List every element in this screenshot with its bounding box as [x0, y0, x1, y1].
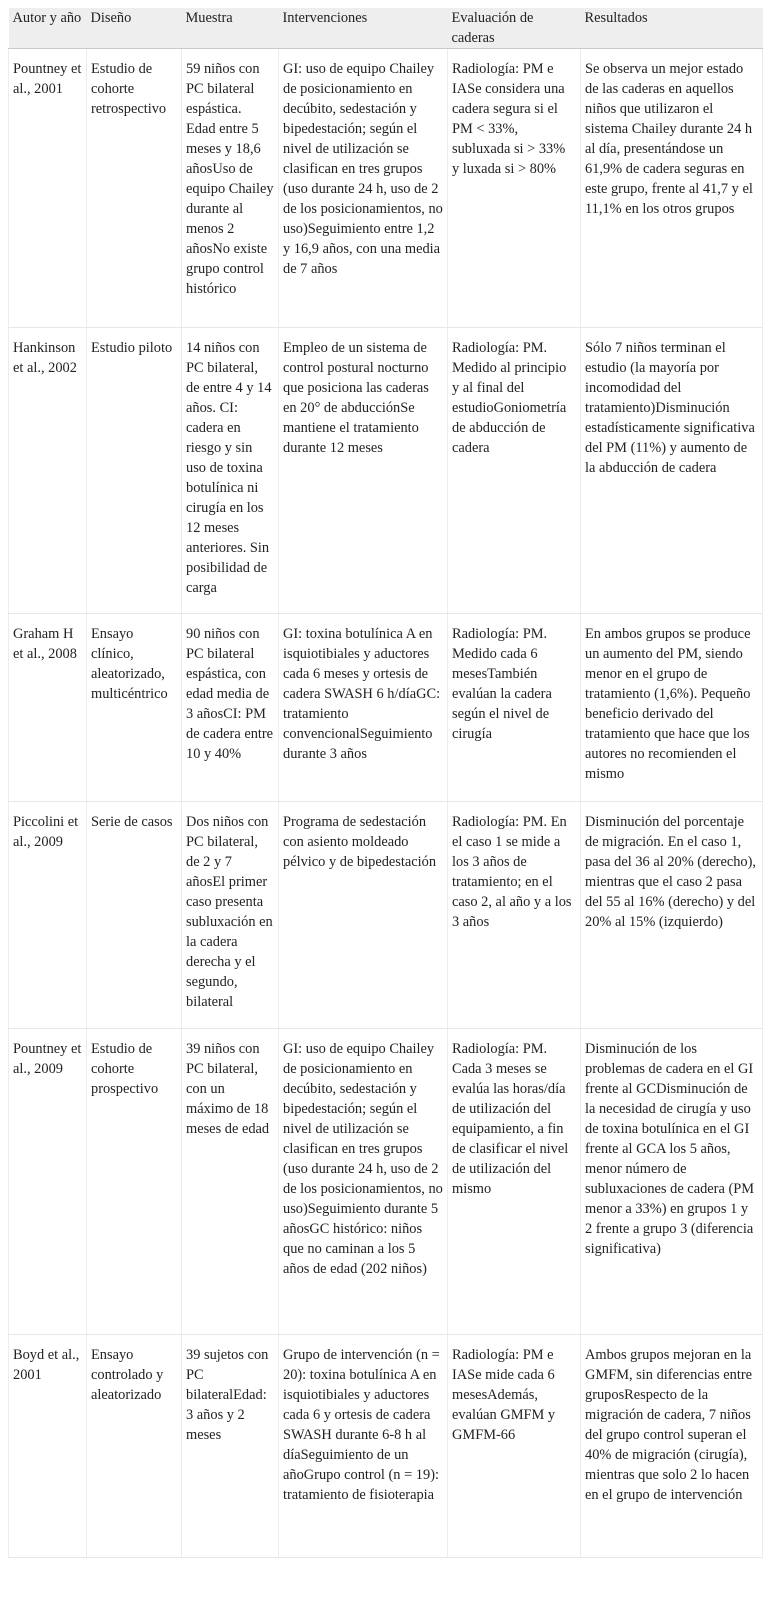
cell-hip-assessment: Radiología: PM. Medido cada 6 mesesTambién evalúan la cadera según el nivel de cirugía: [448, 614, 581, 802]
table-row: [9, 328, 763, 614]
cell-results: Disminución de los problemas de cadera en el GI frente al GCDisminución de la necesidad de cirugía y uso de toxina botulínica en el GI frente al GCA los 5 años, menor número de subluxaciones de cadera (PM menor a 33%) en grupos 1 y 2 frente a grupo 3 (diferencia significativa): [581, 1029, 763, 1335]
header-sample: Muestra: [182, 8, 279, 49]
header-row: [9, 8, 763, 49]
cell-design: Ensayo controlado y aleatorizado: [87, 1335, 182, 1558]
table-row: [9, 49, 763, 328]
header-author-year: Autor y año: [9, 8, 87, 49]
cell-results: En ambos grupos se produce un aumento del PM, siendo menor en el grupo de tratamiento (1,6%). Pequeño beneficio derivado del tratamiento que hace que los autores no recomienden el mismo: [581, 614, 763, 802]
cell-sample: 59 niños con PC bilateral espástica. Edad entre 5 meses y 18,6 añosUso de equipo Chailey durante al menos 2 añosNo existe grupo control histórico: [182, 49, 279, 328]
header-results: Resultados: [581, 8, 763, 49]
cell-results: Disminución del porcentaje de migración. En el caso 1, pasa del 36 al 20% (derecho), mientras que el caso 2 pasa del 55 al 16% (derecho) y del 20% al 15% (izquierdo): [581, 802, 763, 1029]
cell-author: Boyd et al., 2001: [9, 1335, 87, 1558]
header-hip-assessment: Evaluación de caderas: [448, 8, 581, 49]
cell-interventions: Programa de sedestación con asiento moldeado pélvico y de bipedestación: [279, 802, 448, 1029]
literature-review-table: [8, 8, 763, 1558]
cell-interventions: GI: uso de equipo Chailey de posicionamiento en decúbito, sedestación y bipedestación; según el nivel de utilización se clasifican en tres grupos (uso durante 24 h, uso de 2 de los posicionamientos, no uso)Seguimiento entre 1,2 y 16,9 años, con una media de 7 años: [279, 49, 448, 328]
cell-design: Estudio de cohorte prospectivo: [87, 1029, 182, 1335]
cell-interventions: Grupo de intervención (n = 20): toxina botulínica A en isquiotibiales y aductores cada 6 y ortesis de cadera SWASH durante 6-8 h al díaSeguimiento de un añoGrupo control (n = 19): tratamiento de fisioterapia: [279, 1335, 448, 1558]
cell-hip-assessment: Radiología: PM. En el caso 1 se mide a los 3 años de tratamiento; en el caso 2, al año y a los 3 años: [448, 802, 581, 1029]
cell-results: Se observa un mejor estado de las caderas en aquellos niños que utilizaron el sistema Chailey durante 24 h al día, presentándose un 61,9% de cadera seguras en este grupo, frente al 41,7 y el 11,1% en los otros grupos: [581, 49, 763, 328]
cell-author: Graham H et al., 2008: [9, 614, 87, 802]
header-design: Diseño: [87, 8, 182, 49]
cell-sample: Dos niños con PC bilateral, de 2 y 7 añosEl primer caso presenta subluxación en la cadera derecha y el segundo, bilateral: [182, 802, 279, 1029]
cell-results: Ambos grupos mejoran en la GMFM, sin diferencias entre gruposRespecto de la migración de cadera, 7 niños del grupo control superan el 40% de migración (cirugía), mientras que solo 2 lo hacen en el grupo de intervención: [581, 1335, 763, 1558]
cell-hip-assessment: Radiología: PM. Medido al principio y al final del estudioGoniometría de abducción de cadera: [448, 328, 581, 614]
cell-hip-assessment: Radiología: PM e IASe considera una cadera segura si el PM < 33%, subluxada si > 33% y luxada si > 80%: [448, 49, 581, 328]
cell-author: Piccolini et al., 2009: [9, 802, 87, 1029]
cell-author: Pountney et al., 2001: [9, 49, 87, 328]
cell-interventions: GI: uso de equipo Chailey de posicionamiento en decúbito, sedestación y bipedestación; según el nivel de utilización se clasifican en tres grupos (uso durante 24 h, uso de 2 de los posicionamientos, no uso)Seguimiento durante 5 añosGC histórico: niños que no caminan a los 5 años de edad (202 niños): [279, 1029, 448, 1335]
cell-interventions: Empleo de un sistema de control postural nocturno que posiciona las caderas en 20° de abducciónSe mantiene el tratamiento durante 12 meses: [279, 328, 448, 614]
cell-sample: 14 niños con PC bilateral, de entre 4 y 14 años. CI: cadera en riesgo y sin uso de toxina botulínica ni cirugía en los 12 meses anteriores. Sin posibilidad de carga: [182, 328, 279, 614]
cell-design: Serie de casos: [87, 802, 182, 1029]
cell-sample: 39 sujetos con PC bilateralEdad: 3 años y 2 meses: [182, 1335, 279, 1558]
cell-author: Pountney et al., 2009: [9, 1029, 87, 1335]
table-row: [9, 802, 763, 1029]
cell-interventions: GI: toxina botulínica A en isquiotibiales y aductores cada 6 meses y ortesis de cadera SWASH 6 h/díaGC: tratamiento convencionalSeguimiento durante 3 años: [279, 614, 448, 802]
cell-sample: 39 niños con PC bilateral, con un máximo de 18 meses de edad: [182, 1029, 279, 1335]
cell-design: Estudio piloto: [87, 328, 182, 614]
cell-design: Ensayo clínico, aleatorizado, multicéntrico: [87, 614, 182, 802]
cell-hip-assessment: Radiología: PM e IASe mide cada 6 mesesAdemás, evalúan GMFM y GMFM-66: [448, 1335, 581, 1558]
cell-hip-assessment: Radiología: PM. Cada 3 meses se evalúa las horas/día de utilización del equipamiento, a fin de clasificar el nivel de utilización del mismo: [448, 1029, 581, 1335]
cell-design: Estudio de cohorte retrospectivo: [87, 49, 182, 328]
table-row: [9, 1335, 763, 1558]
table-row: [9, 614, 763, 802]
header-interventions: Intervenciones: [279, 8, 448, 49]
cell-author: Hankinson et al., 2002: [9, 328, 87, 614]
table-row: [9, 1029, 763, 1335]
cell-results: Sólo 7 niños terminan el estudio (la mayoría por incomodidad del tratamiento)Disminución estadísticamente significativa del PM (11%) y aumento de la abducción de cadera: [581, 328, 763, 614]
cell-sample: 90 niños con PC bilateral espástica, con edad media de 3 añosCI: PM de cadera entre 10 y 40%: [182, 614, 279, 802]
